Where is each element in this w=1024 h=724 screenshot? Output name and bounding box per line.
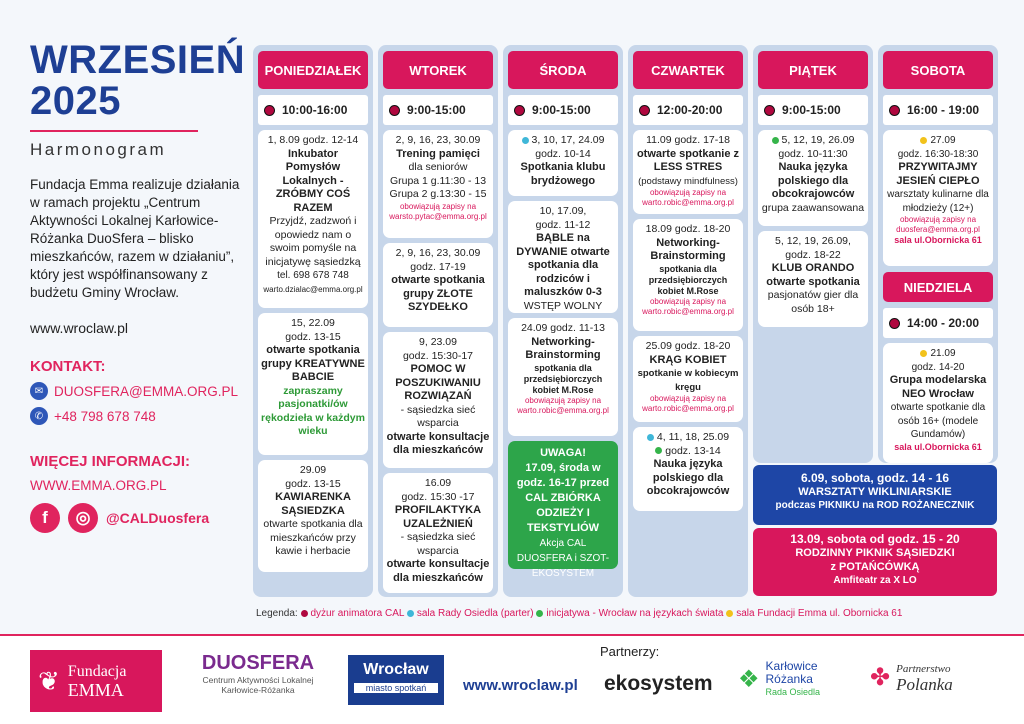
- contact-heading: KONTAKT:: [30, 358, 106, 375]
- wroclaw-logo[interactable]: Wrocław miasto spotkań: [348, 655, 444, 705]
- emma-room-dot-icon: [920, 350, 927, 357]
- tree-icon: ❦: [38, 665, 60, 696]
- email-link[interactable]: DUOSFERA@EMMA.ORG.PL: [54, 383, 238, 399]
- event-card: 25.09 godz. 18-20 KRĄG KOBIET spotkanie w kobiecym kręgu obowiązują zapisy na warto.robic@emma.org.pl: [633, 336, 743, 422]
- room-dot-icon: [522, 137, 529, 144]
- room-dot-icon: [647, 434, 654, 441]
- phone-row[interactable]: [30, 407, 245, 425]
- day-header-sunday: NIEDZIELA: [883, 272, 993, 302]
- collection-notice: UWAGA! 17.09, środa w godz. 16-17 przed CAL ZBIÓRKA ODZIEŻY I TEKSTYLIÓW Akcja CAL DUOSFERA i SZOT-EKOSYSTEM: [508, 441, 618, 569]
- column-thursday: [628, 45, 748, 597]
- day-header-wednesday: ŚRODA: [508, 51, 618, 89]
- opening-hours: 9:00-15:00: [758, 95, 868, 125]
- divider: [30, 130, 198, 132]
- karlowice-rozanka-logo[interactable]: ❖ Karłowice Różanka Rada Osiedla: [738, 659, 821, 697]
- mail-icon: ✉: [30, 382, 48, 400]
- facebook-icon[interactable]: f: [30, 503, 60, 533]
- opening-hours: 10:00-16:00: [258, 95, 368, 125]
- emma-room-dot-icon: [726, 610, 733, 617]
- event-card: 3, 10, 17, 24.09 godz. 10-14 Spotkania klubu brydżowego: [508, 130, 618, 196]
- website-text[interactable]: www.wroclaw.pl: [30, 320, 129, 336]
- day-header-tuesday: WTOREK: [383, 51, 493, 89]
- more-info-heading: WIĘCEJ INFORMACJI:: [30, 453, 191, 470]
- day-header-friday: PIĄTEK: [758, 51, 868, 89]
- hours-dot-icon: [889, 105, 900, 116]
- event-card: 5, 12, 19, 26.09, godz. 18-22 KLUB ORANDO otwarte spotkania pasjonatów gier dla osób 18+: [758, 231, 868, 327]
- event-card: 5, 12, 19, 26.09 godz. 10-11:30 Nauka języka polskiego dla obcokrajowców grupa zaawansowana: [758, 130, 868, 226]
- event-card: 24.09 godz. 11-13 Networking-Brainstorming spotkania dla przedsiębiorczych kobiet M.Rose obowiązują zapisy na warto.robic@emma.org.pl: [508, 318, 618, 436]
- day-header-monday: PONIEDZIAŁEK: [258, 51, 368, 89]
- hours-dot-icon: [764, 105, 775, 116]
- opening-hours: 9:00-15:00: [508, 95, 618, 125]
- event-card: 29.09 godz. 13-15 KAWIARENKA SĄSIEDZKA otwarte spotkania dla mieszkańców przy kawie i herbacie: [258, 460, 368, 572]
- event-card: 2, 9, 16, 23, 30.09 godz. 17-19 otwarte spotkania grupy ZŁOTE SZYDEŁKO: [383, 243, 493, 327]
- room-dot-icon: [407, 610, 414, 617]
- day-header-thursday: CZWARTEK: [633, 51, 743, 89]
- event-card: 18.09 godz. 18-20 Networking-Brainstorming spotkania dla przedsiębiorczych kobiet M.Rose obowiązują zapisy na warto.robic@emma.org.pl: [633, 219, 743, 331]
- hours-dot-icon: [264, 105, 275, 116]
- phone-icon: ✆: [30, 407, 48, 425]
- column-monday: [253, 45, 373, 597]
- page-title: WRZESIEŃ 2025: [30, 38, 246, 123]
- event-card: 15, 22.09 godz. 13-15 otwarte spotkania grupy KREATYWNE BABCIE zapraszamy pasjonatki/ów rękodzieła w każdym wieku: [258, 313, 368, 455]
- fundacja-emma-logo[interactable]: ❦ Fundacja EMMA: [30, 650, 162, 712]
- event-card: 9, 23.09 godz. 15:30-17 POMOC W POSZUKIWANIU ROZWIĄZAŃ - sąsiedzka sieć wsparcia otwarte konsultacje dla mieszkańców: [383, 332, 493, 468]
- legend: Legenda: dyżur animatora CAL sala Rady Osiedla (parter) inicjatywa - Wrocław na językach świata sala Fundacji Emma ul. Obornicka 61: [256, 608, 903, 619]
- event-card: 4, 11, 18, 25.09 godz. 13-14 Nauka języka polskiego dla obcokrajowców: [633, 427, 743, 511]
- emma-room-dot-icon: [920, 137, 927, 144]
- picnic-banner: 13.09, sobota od godz. 15 - 20 RODZINNY PIKNIK SĄSIEDZKI z POTAŃCÓWKĄ Amfiteatr za X LO: [753, 528, 997, 596]
- wroclaw-website[interactable]: www.wroclaw.pl: [463, 677, 578, 694]
- day-header-saturday: SOBOTA: [883, 51, 993, 89]
- email-row[interactable]: [30, 382, 245, 400]
- opening-hours: 12:00-20:00: [633, 95, 743, 125]
- hours-dot-icon: [889, 318, 900, 329]
- social-row: [30, 503, 245, 533]
- leaf-icon: ❖: [738, 666, 760, 693]
- hours-dot-icon: [639, 105, 650, 116]
- event-card: 11.09 godz. 17-18 otwarte spotkanie z LESS STRES (podstawy mindfulness) obowiązują zapisy na warto.robic@emma.org.pl: [633, 130, 743, 214]
- column-weekend: [878, 45, 998, 463]
- partners-label: Partnerzy:: [600, 644, 660, 659]
- initiative-dot-icon: [536, 610, 543, 617]
- subtitle: Harmonogram: [30, 140, 167, 159]
- event-card: 21.09 godz. 14-20 Grupa modelarska NEO Wrocław otwarte spotkanie dla osób 16+ (modele Gundamów) sala ul.Obornicka 61: [883, 343, 993, 463]
- ekosystem-logo[interactable]: ekosystem: [604, 672, 713, 695]
- intro-text: Fundacja Emma realizuje działania w ramach projektu „Centrum Aktywności Lokalnej Karłowice-Różanka DuoSfera – blisko mieszkańców, razem w działaniu”, który jest współfinansowany z budżetu Gminy Wrocław.: [30, 177, 240, 300]
- phone-link[interactable]: +48 798 678 748: [54, 408, 156, 424]
- hours-dot-icon: [514, 105, 525, 116]
- polanka-logo[interactable]: ✤ Partnerstwo Polanka: [870, 663, 953, 694]
- opening-hours: 9:00-15:00: [383, 95, 493, 125]
- opening-hours: 14:00 - 20:00: [883, 308, 993, 338]
- hours-dot-icon: [389, 105, 400, 116]
- event-card: 1, 8.09 godz. 12-14 Inkubator Pomysłów Lokalnych - ZRÓBMY COŚ RAZEM Przyjdź, zadzwoń i opowiedz nam o swoim pomyśle na inicjatywę sąsiedzką tel. 698 678 748 warto.dzialac@emma.org.pl: [258, 130, 368, 308]
- event-card: 16.09 godz. 15:30 -17 PROFILAKTYKA UZALEŻNIEŃ - sąsiedzka sieć wsparcia otwarte konsultacje dla mieszkańców: [383, 473, 493, 593]
- opening-hours: 16:00 - 19:00: [883, 95, 993, 125]
- column-tuesday: [378, 45, 498, 597]
- column-friday: [753, 45, 873, 463]
- event-card: 10, 17.09, godz. 11-12 BĄBLE na DYWANIE otwarte spotkania dla rodziców i maluszków 0-3 WSTĘP WOLNY: [508, 201, 618, 313]
- social-handle[interactable]: @CALDuosfera: [106, 510, 210, 526]
- initiative-dot-icon: [772, 137, 779, 144]
- instagram-icon[interactable]: ◎: [68, 503, 98, 533]
- wicker-workshop-banner: 6.09, sobota, godz. 14 - 16 WARSZTATY WIKLINIARSKIE podczas PIKNIKU na ROD ROŻANECZNIK: [753, 465, 997, 525]
- column-wednesday: [503, 45, 623, 597]
- event-card: 2, 9, 16, 23, 30.09 Trening pamięci dla seniorów Grupa 1 g.11:30 - 13 Grupa 2 g.13:30 - 15 obowiązują zapisy na warsto.pytac@emma.org.pl: [383, 130, 493, 238]
- animator-dot-icon: [301, 610, 308, 617]
- initiative-dot-icon: [655, 447, 662, 454]
- duosfera-logo[interactable]: DUOSFERA Centrum Aktywności Lokalnej Karłowice-Różanka: [201, 652, 315, 695]
- event-card: 27.09 godz. 16:30-18:30 PRZYWITAJMY JESIEŃ CIEPŁO warsztaty kulinarne dla młodzieży (12+) obowiązują zapisy na duosfera@emma.org.pl sala ul.Obornicka 61: [883, 130, 993, 266]
- puzzle-icon: ✤: [870, 663, 891, 691]
- left-panel: [30, 40, 245, 533]
- emma-link[interactable]: WWW.EMMA.ORG.PL: [30, 478, 167, 493]
